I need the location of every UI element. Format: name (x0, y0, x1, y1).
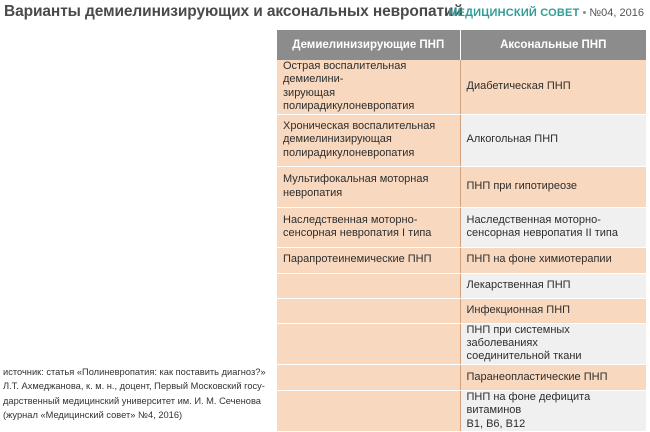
cell-demyelinating (277, 298, 460, 323)
table-row (277, 273, 646, 298)
page-title: Варианты демиелинизирующих и аксональных невропатий (4, 3, 463, 20)
cell-axonal: Лекарственная ПНП (460, 273, 646, 298)
table-row (277, 207, 646, 247)
cell-demyelinating: Парапротеинемические ПНП (277, 247, 460, 273)
source-line: дарственный медицинский университет им. И. М. Сеченова (3, 395, 261, 406)
cell-demyelinating: Мультифокальная моторная невропатия (277, 166, 460, 207)
neuropathy-table (277, 30, 646, 432)
publication-name: МЕДИЦИНСКИЙ СОВЕТ (448, 7, 580, 19)
header-demyelinating: Демиелинизирующие ПНП (277, 30, 460, 60)
table-row (277, 114, 646, 166)
cell-demyelinating: Хроническая воспалительная демиелинизирующая полирадикулоневропатия (277, 114, 460, 166)
cell-axonal: ПНП на фоне химиотерапии (460, 247, 646, 273)
header-axonal: Аксональные ПНП (460, 30, 646, 60)
cell-demyelinating (277, 323, 460, 364)
cell-demyelinating (277, 364, 460, 390)
brand-separator: • (582, 7, 587, 19)
table-row (277, 247, 646, 273)
table-row (277, 364, 646, 390)
table-row (277, 390, 646, 431)
cell-axonal: Алкогольная ПНП (460, 114, 646, 166)
table-header-row (277, 30, 646, 60)
cell-axonal: ПНП при гипотиреозе (460, 166, 646, 207)
source-line: (журнал «Медицинский совет» №4, 2016) (3, 410, 183, 421)
table-row (277, 298, 646, 323)
issue-number: №04, 2016 (589, 7, 644, 19)
source-citation (3, 365, 275, 423)
cell-axonal: Паранеопластические ПНП (460, 364, 646, 390)
cell-axonal: Инфекционная ПНП (460, 298, 646, 323)
cell-demyelinating: Наследственная моторно- сенсорная невропатия I типа (277, 207, 460, 247)
cell-axonal: Наследственная моторно- сенсорная невропатия II типа (460, 207, 646, 247)
cell-demyelinating (277, 390, 460, 431)
publication-badge (448, 7, 644, 19)
table-row (277, 166, 646, 207)
table-row (277, 60, 646, 114)
source-line: Л.Т. Ахмеджанова, к. м. н., доцент, Первый Московский госу- (3, 381, 265, 392)
table-row (277, 323, 646, 364)
cell-axonal: ПНП на фоне дефицита витаминов В1, В6, В12 (460, 390, 646, 431)
cell-demyelinating: Острая воспалительная демиелини- зирующая полирадикулоневропатия (277, 60, 460, 114)
source-line: источник: статья «Полиневропатия: как поставить диагноз?» (3, 367, 266, 377)
cell-axonal: Диабетическая ПНП (460, 60, 646, 114)
cell-demyelinating (277, 273, 460, 298)
cell-axonal: ПНП при системных заболеваниях соединительной ткани (460, 323, 646, 364)
